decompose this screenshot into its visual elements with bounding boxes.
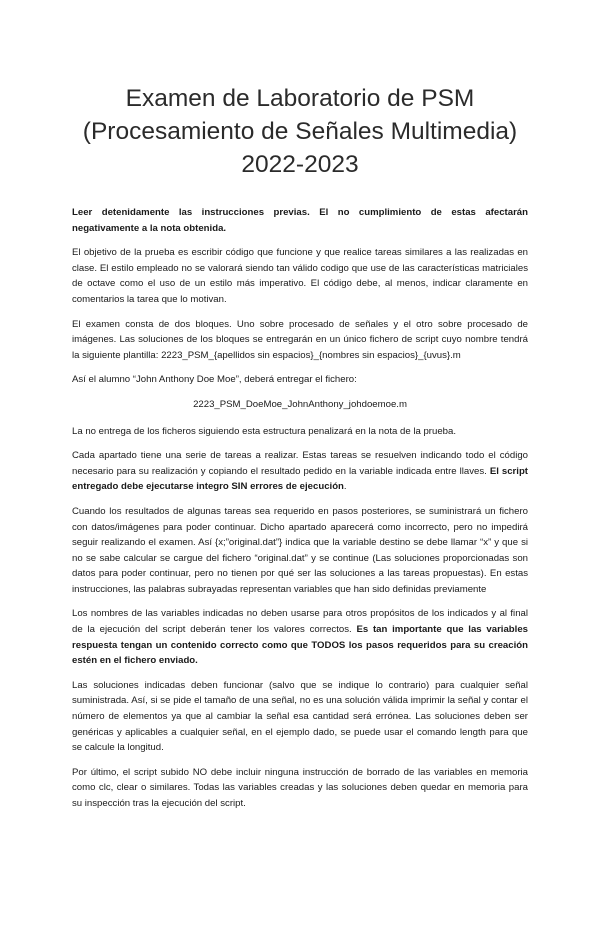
- paragraph-warning: Leer detenidamente las instrucciones previas. El no cumplimiento de estas afectarán negativamente a la nota obtenida.: [72, 207, 528, 234]
- variables-text: Los nombres de las variables indicadas no deben usarse para otros propósitos de los indicados y al final de la ejecución del script deberán tener los valores correctos.: [72, 608, 528, 636]
- variables-bold-text: Es tan importante que las variables respuesta tengan un contenido correcto como que TODOS los pasos requeridos para su creación estén en el fichero enviado.: [72, 624, 528, 667]
- page-title: [72, 82, 528, 181]
- paragraph-objective: El objetivo de la prueba es escribir código que funcione y que realice tareas similares a las realizadas en clase. El estilo empleado no se valorará siendo tan válido codigo que use de las características matriciales de octave como el uso de un estilo más imperativo. El código debe, al menos, indicar claramente en comentarios la tarea que lo motivan.: [72, 247, 528, 305]
- document-body: [72, 205, 528, 812]
- title-line-2: (Procesamiento de Señales Multimedia): [82, 118, 518, 145]
- paragraph-example: Así el alumno “John Anthony Doe Moe”, deberá entregar el fichero:: [72, 374, 357, 386]
- tasks-bold-text: El script entregado debe ejecutarse integro SIN errores de ejecución: [72, 465, 529, 493]
- paragraph-variables: [72, 606, 528, 668]
- title-line-3: 2022-2023: [241, 151, 359, 178]
- tasks-end: .: [343, 481, 347, 493]
- paragraph-results: Cuando los resultados de algunas tareas sea requerido en pasos posteriores, se suministrará un fichero con datos/imágenes para poder continuar. Dicho apartado aparecerá como incorrecto, pero no impedirá seguir realizando el examen. Así {x;”original.dat”} indica que la variable destino se debe llamar “x” y que si no se sabe calcular se cargue del fichero “original.dat” y se continue (Las soluciones proporcionadas son datos para poder continuar, pero no tienen por qué ser las soluciones a las tareas propuestas). En estas instrucciones, las palabras subrayadas representan variables que han sido definidas previamente: [72, 505, 528, 595]
- title-line-1: Examen de Laboratorio de PSM: [125, 85, 475, 112]
- paragraph-generic: Las soluciones indicadas deben funcionar (salvo que se indique lo contrario) para cualquier señal suministrada. Así, si se pide el tamaño de una señal, no es una solución válida imprimir la señal y contar el número de elementos ya que al cambiar la señal esa cantidad será errónea. Las soluciones deben ser genéricas y aplicables a cualquier señal, en el ejemplo dado, se puede usar el comando length para que se calcule la longitud.: [72, 679, 528, 754]
- paragraph-tasks: [72, 448, 528, 495]
- document-page: [0, 82, 600, 930]
- paragraph-structure: El examen consta de dos bloques. Uno sobre procesado de señales y el otro sobre procesado de imágenes. Las soluciones de los bloques se entregarán en un único fichero de script cuyo nombre tendrá la siguiente plantilla: 2223_PSM_{apellidos sin espacios}_{nombres sin espacios}_{uvus}.m: [72, 318, 528, 361]
- paragraph-final: Por último, el script subido NO debe incluir ninguna instrucción de borrado de las variables en memoria como clc, clear o similares. Todas las variables creadas y las soluciones deben quedar en memoria para su inspección tras la ejecución del script.: [72, 766, 528, 809]
- example-filename: 2223_PSM_DoeMoe_JohnAnthony_johdoemoe.m: [193, 398, 407, 410]
- paragraph-penalty: La no entrega de los ficheros siguiendo esta estructura penalizará en la nota de la prueba.: [72, 425, 457, 437]
- tasks-text: Cada apartado tiene una serie de tareas a realizar. Estas tareas se resuelven indicando todo el código necesario para su realización y copiando el resultado pedido en la variable indicada entre llaves.: [72, 450, 528, 477]
